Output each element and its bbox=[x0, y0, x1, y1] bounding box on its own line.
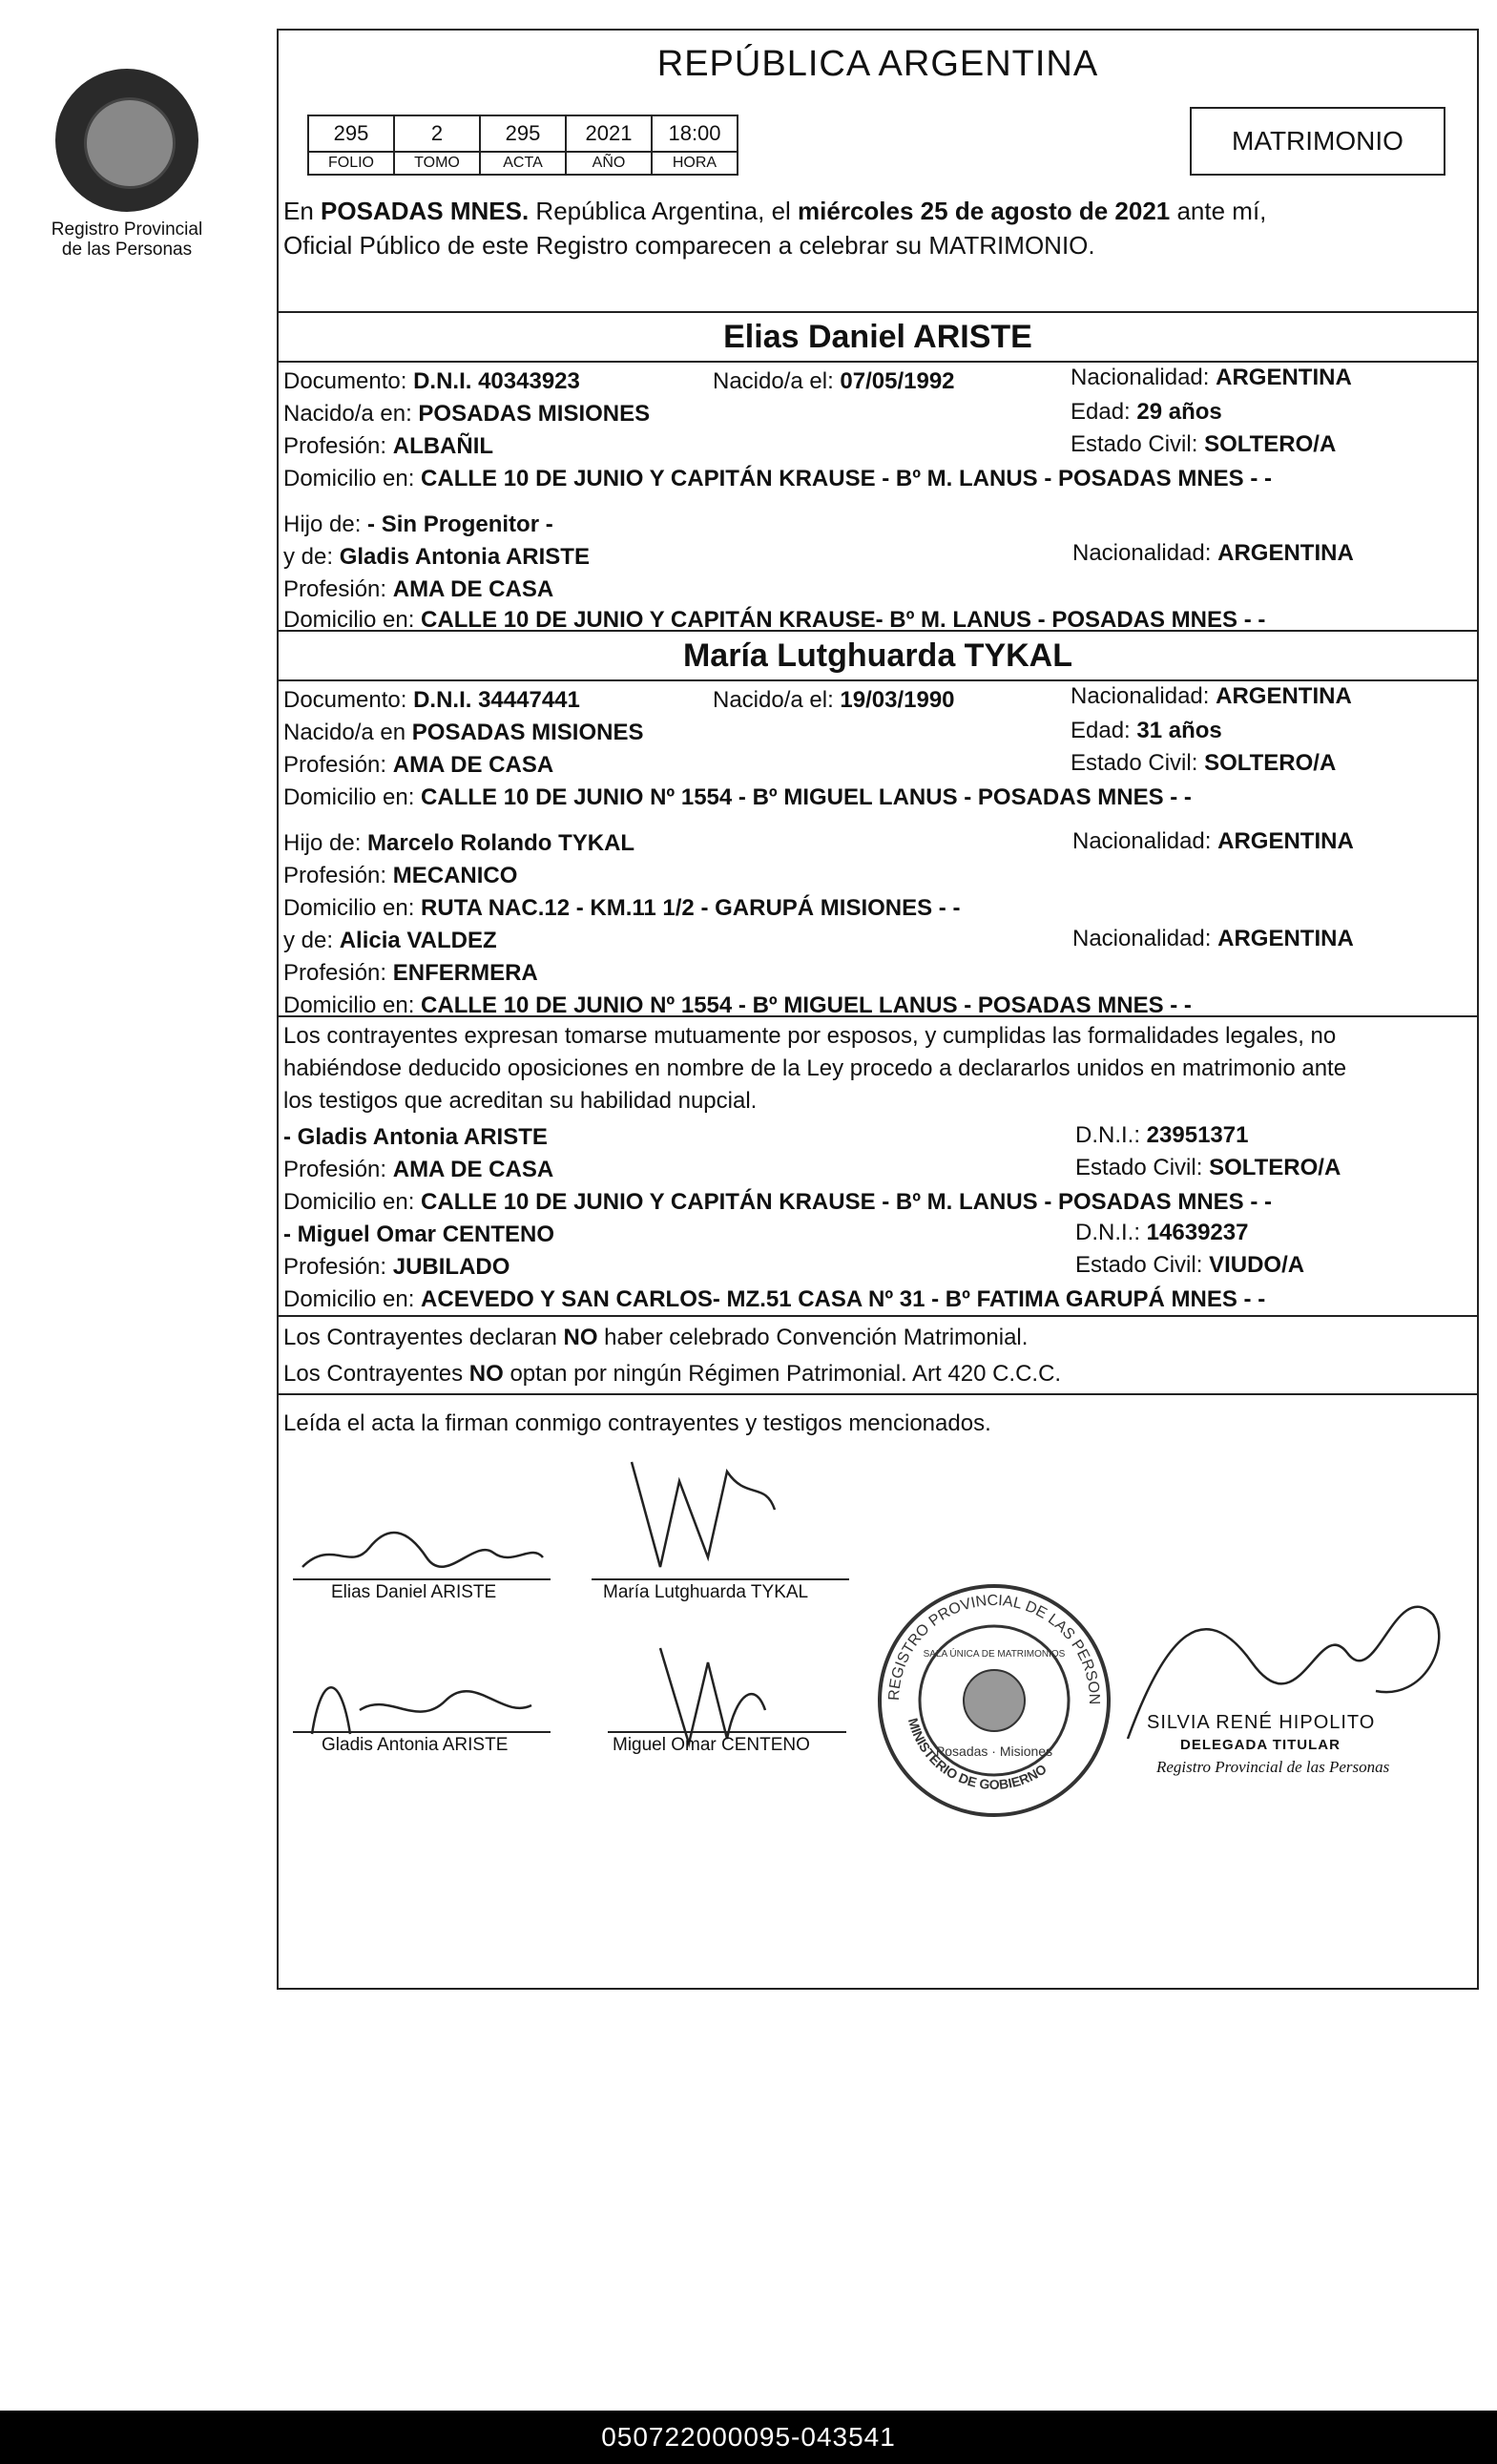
spouse1-parent1: Hijo de: - Sin Progenitor - bbox=[283, 512, 553, 537]
spouse2-nationality: Nacionalidad: ARGENTINA bbox=[1071, 683, 1352, 709]
witness2-address: Domicilio en: ACEVEDO Y SAN CARLOS- MZ.51 CASA Nº 31 - Bº FATIMA GARUPÁ MNES - - bbox=[283, 1286, 1266, 1312]
signature-witness2-label: Miguel Omar CENTENO bbox=[613, 1735, 810, 1755]
folio-value: 295 bbox=[308, 115, 394, 152]
stamp-lower-text: MINISTERIO DE GOBIERNO bbox=[904, 1716, 1050, 1792]
spouse2-civil-status: Estado Civil: SOLTERO/A bbox=[1071, 750, 1337, 776]
witness1-civil-status: Estado Civil: SOLTERO/A bbox=[1075, 1155, 1341, 1180]
divider bbox=[279, 361, 1477, 363]
witness2-profession: Profesión: JUBILADO bbox=[283, 1254, 510, 1280]
spouse1-nationality: Nacionalidad: ARGENTINA bbox=[1071, 365, 1352, 390]
spouse1-born-on: Nacido/a el: 07/05/1992 bbox=[713, 368, 955, 394]
spouse1-document: Documento: D.N.I. 40343923 bbox=[283, 368, 580, 394]
spouse1-parent2: y de: Gladis Antonia ARISTE bbox=[283, 544, 590, 570]
closing-statement: Leída el acta la firman conmigo contrayentes y testigos mencionados. bbox=[283, 1410, 991, 1436]
divider bbox=[279, 1015, 1477, 1017]
logo-caption-line2: de las Personas bbox=[61, 240, 193, 260]
spouse2-parent2: y de: Alicia VALDEZ bbox=[283, 928, 497, 953]
logo-caption-line1: Registro Provincial bbox=[51, 219, 203, 240]
stamp-city-text: Posadas · Misiones bbox=[935, 1744, 1053, 1759]
witness1-name: - Gladis Antonia ARISTE bbox=[283, 1124, 548, 1150]
spouse1-age: Edad: 29 años bbox=[1071, 399, 1222, 425]
anio-value: 2021 bbox=[566, 115, 652, 152]
spouse1-born-in: Nacido/a en: POSADAS MISIONES bbox=[283, 401, 651, 427]
spouse2-parent1: Hijo de: Marcelo Rolando TYKAL bbox=[283, 830, 635, 856]
divider bbox=[279, 311, 1477, 313]
stamp-inner-text: SALA ÚNICA DE MATRIMONIOS bbox=[923, 1649, 1066, 1660]
divider bbox=[279, 679, 1477, 681]
signature-witness1-mark bbox=[293, 1653, 551, 1748]
spouse1-parent2-nationality: Nacionalidad: ARGENTINA bbox=[1072, 540, 1354, 566]
signature-spouse2-label: María Lutghuarda TYKAL bbox=[603, 1582, 809, 1602]
declaration-line1: Los contrayentes expresan tomarse mutuamente por esposos, y cumplidas las formalidades legales, no bbox=[283, 1023, 1337, 1049]
divider bbox=[279, 1393, 1477, 1395]
spouse2-born-on: Nacido/a el: 19/03/1990 bbox=[713, 687, 955, 713]
official-stamp bbox=[864, 1564, 1118, 1825]
tomo-label: TOMO bbox=[394, 152, 480, 175]
witness1-dni: D.N.I.: 23951371 bbox=[1075, 1122, 1249, 1148]
spouse2-born-in: Nacido/a en POSADAS MISIONES bbox=[283, 720, 644, 745]
witness1-address: Domicilio en: CALLE 10 DE JUNIO Y CAPITÁN KRAUSE - Bº M. LANUS - POSADAS MNES - - bbox=[283, 1189, 1273, 1215]
spouse1-profession: Profesión: ALBAÑIL bbox=[283, 433, 494, 459]
folio-label: FOLIO bbox=[308, 152, 394, 175]
spouse2-parent2-profession: Profesión: ENFERMERA bbox=[283, 960, 538, 986]
official-office: Registro Provincial de las Personas bbox=[1156, 1758, 1390, 1776]
spouse1-parent2-profession: Profesión: AMA DE CASA bbox=[283, 576, 554, 602]
signature-spouse1-mark bbox=[293, 1500, 551, 1586]
spouse2-parent2-address: Domicilio en: CALLE 10 DE JUNIO Nº 1554 - Bº MIGUEL LANUS - POSADAS MNES - - bbox=[283, 992, 1192, 1018]
official-role: DELEGADA TITULAR bbox=[1180, 1737, 1341, 1753]
acta-label: ACTA bbox=[480, 152, 566, 175]
witness2-civil-status: Estado Civil: VIUDO/A bbox=[1075, 1252, 1305, 1278]
registry-table bbox=[307, 115, 738, 176]
witness2-name: - Miguel Omar CENTENO bbox=[283, 1222, 555, 1247]
witness1-profession: Profesión: AMA DE CASA bbox=[283, 1157, 554, 1182]
spouse1-address: Domicilio en: CALLE 10 DE JUNIO Y CAPITÁN KRAUSE - Bº M. LANUS - POSADAS MNES - - bbox=[283, 466, 1273, 491]
spouse1-name: Elias Daniel ARISTE bbox=[723, 319, 1032, 355]
signature-witness1-label: Gladis Antonia ARISTE bbox=[322, 1735, 509, 1755]
divider bbox=[279, 630, 1477, 632]
hora-value: 18:00 bbox=[652, 115, 738, 152]
country-title: REPÚBLICA ARGENTINA bbox=[656, 44, 1099, 84]
stamp-outer-text: REGISTRO PROVINCIAL DE LAS PERSONAS bbox=[864, 1564, 1103, 1705]
convention-line1: Los Contrayentes declaran NO haber celebrado Convención Matrimonial. bbox=[283, 1325, 1029, 1350]
spouse2-name: María Lutghuarda TYKAL bbox=[682, 637, 1073, 674]
anio-label: AÑO bbox=[566, 152, 652, 175]
intro-line1: En POSADAS MNES. República Argentina, el miércoles 25 de agosto de 2021 ante mí, bbox=[283, 197, 1267, 225]
act-type-box: MATRIMONIO bbox=[1190, 107, 1445, 176]
witness2-dni: D.N.I.: 14639237 bbox=[1075, 1220, 1249, 1245]
tomo-value: 2 bbox=[394, 115, 480, 152]
spouse2-age: Edad: 31 años bbox=[1071, 718, 1222, 743]
spouse2-parent2-nationality: Nacionalidad: ARGENTINA bbox=[1072, 926, 1354, 951]
official-name: SILVIA RENÉ HIPOLITO bbox=[1147, 1712, 1376, 1733]
convention-line2: Los Contrayentes NO optan por ningún Régimen Patrimonial. Art 420 C.C.C. bbox=[283, 1361, 1062, 1387]
spouse2-document: Documento: D.N.I. 34447441 bbox=[283, 687, 580, 713]
hora-label: HORA bbox=[652, 152, 738, 175]
declaration-line3: los testigos que acreditan su habilidad nupcial. bbox=[283, 1088, 758, 1114]
certificate-frame bbox=[277, 29, 1479, 1990]
spouse2-parent1-address: Domicilio en: RUTA NAC.12 - KM.11 1/2 - GARUPÁ MISIONES - - bbox=[283, 895, 961, 921]
signature-spouse2-mark bbox=[603, 1443, 784, 1586]
divider bbox=[279, 1315, 1477, 1317]
registry-logo bbox=[46, 69, 208, 260]
spouse1-parent2-address: Domicilio en: CALLE 10 DE JUNIO Y CAPITÁN KRAUSE- Bº M. LANUS - POSADAS MNES - - bbox=[283, 607, 1266, 633]
spouse2-address: Domicilio en: CALLE 10 DE JUNIO Nº 1554 - Bº MIGUEL LANUS - POSADAS MNES - - bbox=[283, 784, 1192, 810]
province-seal-icon bbox=[55, 69, 198, 212]
spouse1-civil-status: Estado Civil: SOLTERO/A bbox=[1071, 431, 1337, 457]
intro-line2: Oficial Público de este Registro comparecen a celebrar su MATRIMONIO. bbox=[283, 231, 1095, 260]
signature-spouse1-label: Elias Daniel ARISTE bbox=[331, 1582, 497, 1602]
spouse2-profession: Profesión: AMA DE CASA bbox=[283, 752, 554, 778]
logo-caption bbox=[46, 219, 208, 260]
acta-value: 295 bbox=[480, 115, 566, 152]
barcode-strip: 050722000095-043541 bbox=[0, 2411, 1497, 2464]
declaration-line2: habiéndose deducido oposiciones en nombre de la Ley procedo a declararlos unidos en matrimonio ante bbox=[283, 1055, 1347, 1081]
spouse2-parent1-profession: Profesión: MECANICO bbox=[283, 863, 518, 888]
spouse2-parent1-nationality: Nacionalidad: ARGENTINA bbox=[1072, 828, 1354, 854]
